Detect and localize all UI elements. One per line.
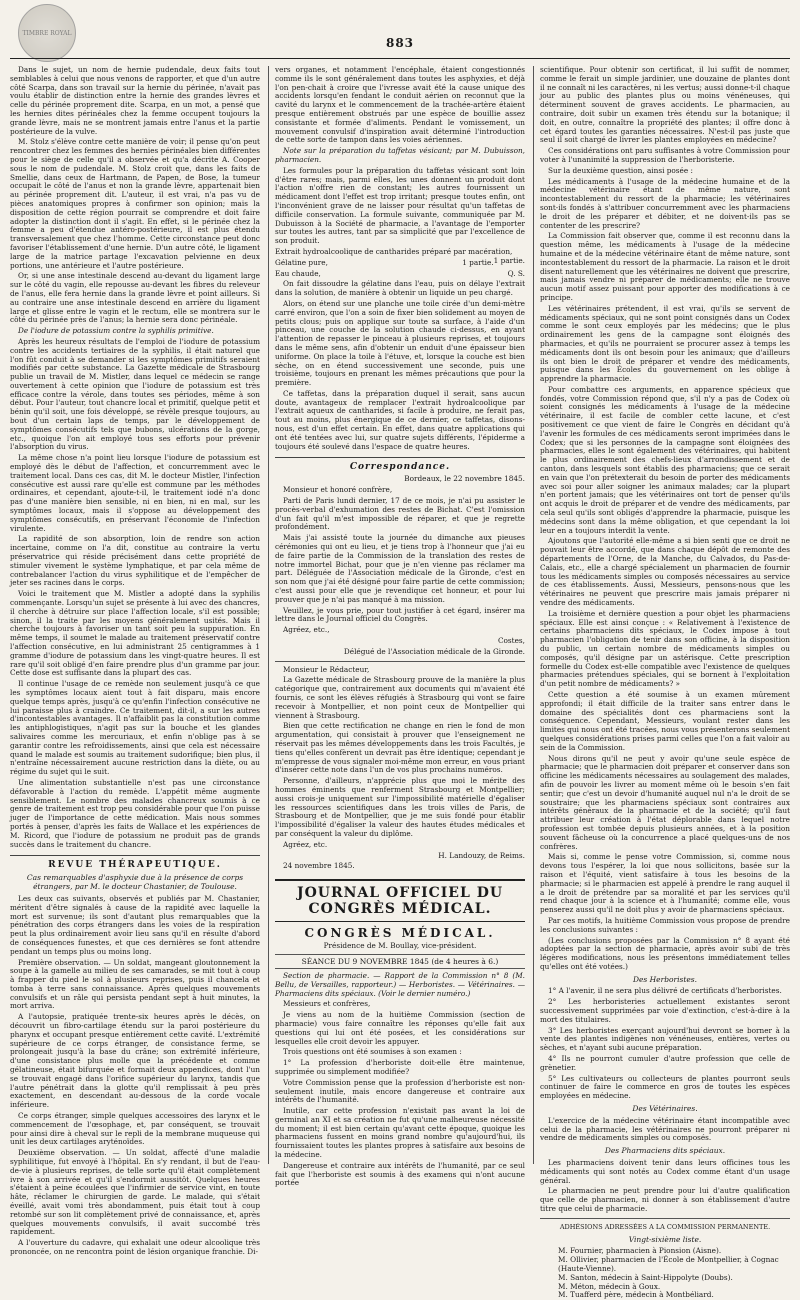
paragraph: L'exercice de la médecine vétérinaire étant incompatible avec celui de la pharmacie, les vétérinaires ne pourront préparer ni vendre de médicaments simples ou composés. [540, 1115, 790, 1143]
recipe-qty: Q. S. [507, 268, 525, 278]
paragraph: Ce corps étranger, simple quelques accessoires des larynx et le commencement de l'œsophage, et, par conséquent, se trouvait pour ainsi dire à cheval sur le repli de la membrane muqueuse qui unit les deux cartilages aryténoïdes. [10, 1111, 260, 1147]
paragraph: Mais si, comme le pense votre Commission, si, comme nous devons tous l'espérer, la loi que nous sollicitons, basée sur la raison et l'équité, vient satisfaire à tous les besoins de la pharmacie; si le pharmacien est appelé à prendre le rang auquel il a le droit de prétendre par sa moralité et par les services qu'il rend chaque jour à la science et à l'humanité; comme elle, vous penserez aussi qu'il ne doit plus y avoir de pharmaciens spéciaux. [540, 852, 790, 915]
adhesions-heading: ADHÉSIONS ADRESSÉES A LA COMMISSION PERMANENTE. [559, 1222, 771, 1231]
divider [275, 661, 525, 662]
list-item: 5° Les cultivateurs ou collecteurs de plantes pourront seuls continuer de faire le commerce en gros de toutes les espèces employées en médecine. [540, 1073, 790, 1101]
letter-date: 24 novembre 1845. [283, 861, 355, 871]
paragraph-obs2: Deuxième observation. — Un soldat, affecté d'une maladie syphilitique, fut envoyé à l'hôpital. En s'y rendant, il but de l'eau-de-vie à plusieurs reprises, de telle sorte qu'il était complètement ivre à son arrivée et qu'il s'endormit aussitôt. Quelques heures s'étaient à peine écoulées que l'infirmier de service vint, en toute hâte, réclamer le chirurgien de garde. Le malade, qui s'était éveillé, avait vomi très abondamment, puis était tout à coup retombé sur son lit complètement privé de connaissance, et, après quelques mouvements convulsifs, il avait succombé très rapidement. [10, 1148, 260, 1237]
paragraph: La troisième et dernière question a pour objet les pharmaciens spéciaux. Elle est ainsi conçue : « Relativement à l'existence de certains pharmaciens dits spéciaux, le Codex impose à tout pharmacien l'obligation de tenir dans son officine, à la disposition du public, un certain nombre de médicaments simples ou composés, qu'il désigne par un astérisque. Cette prescription formelle du Codex est-elle compatible avec l'existence de quelques pharmacies prétendues spéciales, qui se bornent à l'exploitation d'un petit nombre de médicaments? » [540, 608, 790, 689]
recipe-line [275, 255, 525, 268]
paragraph: Les vétérinaires prétendent, il est vrai, qu'ils se servent de médicaments spéciaux, qui ne sont point consignés dans un Codex comme le sont ceux employés par les médecins; que le plus ordinairement les gens de la campagne sont éloignés des pharmacies, et qu'ils ne pourraient se procurer assez à temps les médicaments dont ils ont besoin pour les animaux; que d'ailleurs ils ont bien le droit de préparer et vendre des médicaments, puisque dans les Écoles du gouvernement on les oblige à apprendre la pharmacie. [540, 303, 790, 384]
header-rule [10, 58, 790, 59]
recipe-item: Eau chaude, [275, 268, 321, 278]
recipe-line [275, 270, 525, 279]
paragraph: La rapidité de son absorption, loin de rendre son action incertaine, comme on l'a dit, constitue au contraire la vertu préservatrice qui réside précisément dans cette propriété de stimuler vivement le système lymphatique, et par cela même de contrebalancer l'action du virus syphilitique et de l'empêcher de jeter ses racines dans le corps. [10, 534, 260, 588]
paragraph: La même chose n'a point lieu lorsque l'iodure de potassium est employé dès le début de l'affection, et concurremment avec le traitement local. Dans ces cas, dit M. le docteur Mistler, l'infection consécutive est aussi rare qu'elle est commune par les méthodes ordinaires, et cependant, ajoute-t-il, le traitement iodé n'a donc pas d'une manière bien sensible, ni en bien, ni en mal, sur les symptômes locaux, mais il s'oppose au développement des symptômes consécutifs, en préservant l'économie de l'infection virulente. [10, 453, 260, 533]
dateline: Bordeaux, le 22 novembre 1845. [404, 474, 525, 484]
signature-title: Délégué de l'Association médicale de la Gironde. [343, 646, 525, 656]
adhesions-subheading: Vingt-sixième liste. [628, 1234, 702, 1244]
paragraph: Inutile, car cette profession n'existait pas avant la loi de germinal an XI et sa création ne fut qu'une malheureuse nécessité du moment; il est bien certain qu'avant cette époque, quoique les pharmaciens fussent en moins grand nombre qu'aujourd'hui, ils fournissaient toutes les plantes propres à satisfaire aux besoins de la médecine. [275, 1106, 525, 1160]
paragraph: La Gazette médicale de Strasbourg prouve de la manière la plus catégorique que, contrairement aux documents qui m'avaient été fournis, ce sont les élèves réfugiés à Strasbourg qui vont se faire recevoir à Montpellier, et non point ceux de Montpellier qui viennent à Strasbourg. [275, 675, 525, 720]
paragraph: Il continue l'usage de ce remède non seulement jusqu'à ce que les symptômes locaux aient tout à fait disparu, mais encore quelque temps après, jusqu'à ce qu'enfin l'infection consécutive ne lui paraisse plus à craindre. Ce traitement, dit-il, a sur les autres d'incontestables avantages. Il n'affaiblit pas la constitution comme les antiphlogistiques, n'agit pas sur la bouche et les glandes salivaires comme les mercuriaux, et enfin n'oblige pas à se garantir contre les refroidissements, ainsi que cela est nécessaire quand le malade est soumis au traitement sudorifique; bien plus, il n'entraîne nécessairement aucune restriction dans la diète, ou au régime du sujet qui le suit. [10, 679, 260, 777]
paragraph: (Les conclusions proposées par la Commission n° 8 ayant été adoptées par la section de pharmacie, après avoir subi de très légères modifications, nous les présentons immédiatement telles qu'elles ont été votées.) [540, 935, 790, 971]
paragraph: On fait dissoudre la gélatine dans l'eau, puis on délaye l'extrait dans la solution, de manière à obtenir un liquide un peu chargé. [275, 279, 525, 298]
subheading-pharmaciens-speciaux: Des Pharmaciens dits spéciaux. [604, 1146, 726, 1156]
list-item: M. Méton, médecin à Goux. [558, 1281, 661, 1291]
paragraph: Voici le traitement que M. Mistler a adopté dans la syphilis commençante. Lorsqu'un sujet se présente à lui avec des chancres, il cherche à détruire sur place l'affection locale, s'il est possible; sinon, il la traite par les moyens généralement usités. Mais il cherche toujours à favoriser un tant soit peu la suppuration. En même temps, il soumet le malade au traitement préservatif contre l'affection consécutive, en lui administrant 25 centigrammes à 1 gramme d'iodure de potassium dans les vingt-quatre heures. Il est rare qu'il soit obligé d'en faire prendre plus d'un gramme par jour. Cette dose est suffisante dans la plupart des cas. [10, 589, 260, 678]
paragraph: Je viens au nom de la huitième Commission (section de pharmacie) vous faire connaître les réponses qu'elle fait aux questions qui lui ont été posées, et les considérations sur lesquelles elle croit devoir les appuyer. [275, 1010, 525, 1046]
seal-text: TIMBRE ROYAL [22, 29, 72, 37]
article-title-asphyxie: Cas remarquables d'asphyxie due à la présence de corps étrangers, par M. le docteur Chastanier, de Toulouse. [26, 873, 244, 892]
seance-line: SÉANCE DU 9 NOVEMBRE 1845 (de 4 heures à 6.) [275, 954, 525, 969]
column-1 [10, 65, 260, 1256]
list-item: 4° Ils ne pourront cumuler d'autre profession que celle de grènetier. [540, 1054, 790, 1072]
three-columns [10, 65, 790, 1300]
article-title-taffetas: Note sur la préparation du taffetas vésicant; par M. Dubuisson, pharmacien. [275, 146, 525, 164]
section-heading-correspondance: Correspondance. [275, 457, 525, 472]
signature-name: H. Landouzy, de Reims. [438, 850, 525, 860]
paragraph: Les médicaments à l'usage de la médecine humaine et de la médecine vétérinaire étant de même nature, sont incontestablement du ressort de la pharmacie; les vétérinaires sont-ils fondés à s'attribuer concurremment avec les pharmaciens le droit de les préparer et débiter, et ne doivent-ils pas se contenter de les prescrire? [540, 176, 790, 230]
paragraph: Parti de Paris lundi dernier, 17 de ce mois, je n'ai pu assister le procès-verbal d'exhumation des restes de Bichat. C'est l'omission d'un fait qu'il m'est impossible de réparer, et que je regrette profondément. [275, 496, 525, 532]
paragraph: La Commission fait observer que, comme il est reconnu dans la question même, les médicaments à l'usage de la médecine humaine et de la médecine vétérinaire étant de même nature, sont incontestablement du ressort de la pharmacie. La raison et le droit disent naturellement que les vétérinaires ne doivent que prescrire, mais jamais vendre ni préparer de médicaments; elle ne trouve aucun motif assez puissant pour apporter des modifications à ce principe. [540, 231, 790, 302]
adhesions-list [540, 1247, 790, 1300]
section-heading-revue: REVUE THÉRAPEUTIQUE. [10, 855, 260, 870]
paragraph: Trois questions ont été soumises à son examen : [283, 1047, 462, 1057]
list-item: M. Fournier, pharmacien à Pionsion (Aisne). [558, 1246, 722, 1256]
list-item: M. Ollivier, pharmacien de l'École de Montpellier, à Cognac (Haute-Vienne). [558, 1255, 779, 1273]
paragraph: Le pharmacien ne peut prendre pour lui d'autre qualification que celle de pharmacien, ni donner à son établissement d'autre titre que celui de pharmacie. [540, 1186, 790, 1214]
recipe-qty: 1 partie. [493, 255, 525, 265]
paragraph: Les pharmaciens doivent tenir dans leurs officines tous les médicaments qui sont notés au Codex comme étant d'un usage général. [540, 1158, 790, 1185]
ordre-du-jour: Section de pharmacie. — Rapport de la Commission n° 8 (M. Bellu, de Versailles, rapporteur.) — Herboristes. — Vétérinaires. — Pharmaciens dits spéciaux. (Voir le dernier numéro.) [275, 970, 525, 998]
list-item: M. Santon, médecin à Saint-Hippolyte (Doubs). [558, 1272, 733, 1282]
paragraph: Ajoutons que l'autorité elle-même a si bien senti que ce droit ne pouvait leur être accordé, que dans chaque dépôt de remonte des départements de l'Orne, de la Manche, du Calvados, du Pas-de-Calais, etc., elle a chargé spécialement un pharmacien de fournir tous les médicaments simples ou composés nécessaires au service de ces établissements. Aussi, Messieurs, pensons-nous que les vétérinaires ne peuvent que prescrire mais jamais préparer ni vendre des médicaments. [540, 536, 790, 608]
salutation: Monsieur et honoré confrère, [283, 485, 393, 495]
closing: Agréez, etc., [283, 625, 330, 635]
paragraph: scientifique. Pour obtenir son certificat, il lui suffit de nommer, comme le ferait un simple jardinier, une douzaine de plantes dont il ne connaît ni les caractères, ni les vertus; aussi donne-t-il chaque jour au public des plantes plus ou moins vénéneuses, qui déterminent souvent de graves accidents. Le pharmacien, au contraire, doit subir un examen très étendu sur la botanique; il doit, en outre, connaître la propriété des plantes; il offre donc à cet égard toutes les garanties nécessaires. N'est-il pas juste que seul il soit chargé de livrer les plantes employées en médecine? [540, 65, 790, 145]
list-item: 3° Les herboristes exerçant aujourd'hui devront se borner à la vente des plantes indigènes non vénéneuses, entières, vertes ou sèches, et n'ayant subi aucune préparation. [540, 1025, 790, 1053]
paragraph: Les formules pour la préparation du taffetas vésicant sont loin d'être rares; mais, parmi elles, les unes donnent un produit dont l'action n'offre rien de constant; les autres fournissent un médicament dont l'effet est trop irritant; presque toutes enfin, ont l'inconvénient grave de ne laisser pour résultat qu'un taffetas de difficile conservation. La formule suivante, communiquée par M. Dubuisson à la Société de pharmacie, a l'avantage de l'emporter sur toutes les autres, tant par sa simplicité que par l'excellence de son produit. [275, 165, 525, 246]
presidence-line: Présidence de M. Boullay, vice-président. [323, 941, 477, 951]
paragraph: Ce taffetas, dans la préparation duquel il serait, sans aucun doute, avantageux de remplacer l'extrait hydroalcoolique par l'extrait aqueux de cantharides, si facile à produire, ne ferait pas, tout au moins, plus énergique de ce dernier, ce taffetas, disons-nous, est d'un effet certain. En effet, dans quatre applications qui ont été tentées avec lui, sur quatre sujets différents, l'épiderme a toujours été soulevé dans l'espace de quatre heures. [275, 388, 525, 451]
paragraph: Dans le sujet, un nom de hernie pudendale, deux faits tout semblables à celui que nous venons de rapporter, et que d'un autre côté Scarpa, dans son travail sur la hernie du périnée, n'avait pas voulu établir de distinction entre la hernie des grandes lèvres et celle du périnée proprement dite. Scarpa, en un mot, a pensé que les hernies dites périnéales chez la femme occupent toujours la grande lèvre, mais ne se montrent jamais entre l'anus et la partie postérieure de la vulve. [10, 65, 260, 136]
subheading-herboristes: Des Herboristes. [632, 974, 698, 984]
paragraph: Bien que cette rectification ne change en rien le fond de mon argumentation, qui consistait à prouver que l'enseignement ne réservait pas les mêmes développements dans les trois Facultés, je tiens qu'elles confèrent un devrait pas être identique; cependant je m'empresse de vous signaler moi-même mon erreur, en vous priant d'insérer cette note dans l'un de vos plus prochains numéros. [275, 721, 525, 775]
paragraph: Les deux cas suivants, observés et publiés par M. Chastanier, méritent d'être signalés à cause de la rapidité avec laquelle la mort est survenue; ils sont d'autant plus remarquables que la pénétration des corps étrangers dans les voies de la respiration peut la plus ordinairement avoir lieu sans qu'il en résulte d'abord de conséquences funestes, et que ces dernières se font attendre pendant un temps plus ou moins long. [10, 893, 260, 956]
salutation: Monsieur le Rédacteur, [283, 664, 370, 674]
paragraph: vers organes, et notamment l'encéphale, étaient congestionnés comme ils le sont généralement dans toutes les asphyxies, et déjà l'on pen-chait à croire que l'ivresse avait été la cause unique des accidents lorsqu'en fendant le conduit aérien on reconnut que la cavité du larynx et le commencement de la trachée-artère étaient presque entièrement obstrués par une espèce de bouillie assez consistante et formée d'aliments. Pendant le vomissement, un mouvement convulsif d'inspiration avait déterminé l'introduction de cette sorte de tampon dans les voies aériennes. [275, 65, 525, 145]
paragraph: M. Stolz s'élève contre cette manière de voir; il pense qu'on peut rencontrer chez les femmes des hernies périnéales bien différentes pour le siège de celle qu'il a observée et qu'a décrite A. Cooper sous le nom de pudendale. M. Stolz croit que, dans les faits de Smellie, dans ceux de Hartmann, de Papen, de Bose, la tumeur occupait le côté de l'anus et non la grande lèvre, appartenait bien au périnée proprement dit. L'auteur, il est vrai, n'a pas vu de pièces anatomiques propres à confirmer son opinion; mais la disposition de cette région pourrait se comprendre et doit faire adopter la distinction dont il s'agit. En effet, si le périnée chez la femme a peu d'étendue antéro-postérieure, il est plus étendu transversalement que chez l'homme. Cette circonstance peut donc favoriser l'établissement d'une hernie. D'un autre côté, le ligament large de la matrice partage l'excavation pelvienne en deux portions, une antérieure et l'autre postérieure. [10, 137, 260, 270]
paragraph: Votre Commission pense que la profession d'herboriste est non-seulement inutile, mais encore dangereuse et contraire aux intérêts de l'humanité. [275, 1077, 525, 1105]
paragraph: Pour combattre ces arguments, en apparence spécieux que fondés, votre Commission répond que, s'il n'y a pas de Codex où soient consignés les médicaments à l'usage de la médecine vétérinaire, il est facile de combler cette lacune, et c'est positivement ce que vient de faire le Congrès en décidant qu'à l'avenir les formules de ces médicaments seront imprimées dans le Codex; que si les personnes de la campagne sont éloignées des pharmacies, elles le sont également des vétérinaires, qui habitent le plus ordinairement des chefs-lieux d'arrondissement et de canton, dans lesquels sont établis des pharmaciens; que ce serait en vain que l'on prétexterait du besoin de porter des médicaments avec soi pour aller soigner les animaux malades; car la plupart n'en portent jamais; que les vétérinaires ont tort de penser qu'ils ont acquis le droit de préparer et de vendre des médicaments, par cela seul qu'ils sont obligés d'apprendre la pharmacie, puisque les médecins sont dans la même obligation, et que cependant la loi leur en a toujours interdit la vente. [540, 384, 790, 535]
salutation: Messieurs et confrères, [283, 999, 371, 1009]
paragraph: Mais j'ai assisté toute la journée du dimanche aux pieuses cérémonies qui ont eu lieu, et je tiens trop à l'honneur que j'ai eu de faire partie de la Commission de la translation des restes de notre immortel Bichat, pour que je n'en vienne pas réclamer ma part. Déléguée de l'Association médicale de la Gironde, c'est en son nom que j'ai été désigné pour faire partie de cette commission; c'est aussi pour elle que je revendique cet honneur, et pour lui prouver que je n'ai pas manqué à ma mission. [275, 533, 525, 604]
signature-name: Costes, [497, 636, 525, 646]
paragraph: Une alimentation substantielle n'est pas une circonstance défavorable à l'action du remède. L'appétit même augmente sensiblement. Le nombre des malades chancreux soumis à ce genre de traitement est trop peu considérable pour que l'on puisse juger de l'importance de cette médication. Mais nous sommes portés à penser, d'après les faits de Wallace et les expériences de M. Ricord, que l'iodure de potassium ne produit pas de grands succès dans le traitement du chancre. [10, 777, 260, 849]
paragraph: Alors, on étend sur une planche une toile cirée d'un demi-mètre carré environ, que l'on a soin de fixer bien solidement au moyen de petits clous; puis on applique sur toute sa surface, à l'aide d'un pinceau, une couche de la solution chaude ci-dessus, en ayant l'attention de repasser le pinceau à plusieurs reprises, et toujours dans le même sens, afin d'obtenir un enduit d'une épaisseur bien uniforme. On place la toile à l'étuve, et, lorsque la couche est bien sèche, on en étend successivement une seconde, puis une troisième, toujours en prenant les mêmes précautions que pour la première. [275, 298, 525, 388]
divider [540, 1218, 790, 1219]
question: Sur la deuxième question, ainsi posée : [548, 165, 693, 175]
paragraph: A l'ouverture du cadavre, qui exhalait une odeur alcoolique très prononcée, on ne rencontra point de lésion organique franchie. Di- [10, 1238, 260, 1256]
paragraph: A l'autopsie, pratiquée trente-six heures après le décès, on découvrit un fibro-cartilage étendu sur la paroi postérieure du pharynx et occupant presque entièrement cette cavité. L'extrémité supérieure de ce corps étranger, de consistance ferme, se prolongeait jusqu'à la base du crâne; son extrémité inférieure, d'une consistance plus molle que la précédente et comme gélatineuse, était bifurquée et formait deux appendices, dont l'un se trouvait engagé dans l'orifice supérieur du larynx, tandis que l'autre pénétrait dans la glotte qu'il remplissait à peu près exactement, en descendant au-dessous de la corde vocale inférieure. [10, 1012, 260, 1110]
recipe-qty: 1 partie. [462, 257, 494, 267]
paragraph: Par ces motifs, la huitième Commission vous propose de prendre les conclusions suivantes : [540, 915, 790, 934]
paragraph: Nous dirons qu'il ne peut y avoir qu'une seule espèce de pharmacie; que le pharmacien doit préparer et conserver dans son officine les médicaments nécessaires au soulagement des malades, afin de pouvoir les livrer au moment même où le besoin s'en fait sentir; que c'est un devoir d'humanité auquel nul n'a le droit de se soustraire; que les pharmaciens spéciaux sont contraires aux intérêts généraux de la pharmacie et de la société; qu'il faut attribuer leur création à l'état déplorable dans lequel notre profession est tombée depuis plusieurs années, et à la position souvent fâcheuse où la concurrence a placé quelques-uns de nos confrères. [540, 753, 790, 851]
recipe-list [275, 248, 525, 278]
column-2 [268, 65, 525, 1188]
paragraph: Après les heureux résultats de l'emploi de l'iodure de potassium contre les accidents tertiaires de la syphilis, il était naturel que l'on fût conduit à se demander si les symptômes primitifs seraient modifiés par cette substance. La Gazette médicale de Strasbourg publie un travail de M. Mistler, dans lequel ce médecin se range ouvertement à cette opinion que l'iodure de potassium est très efficace contre la vérole, dans toutes ses périodes, même à son début. Pour l'auteur, tout chancre local et primitif, quelque petit et bénin qu'il soit, une fois développé, se révèle presque toujours, au bout d'un certain laps de temps, par le développement de symptômes consécutifs tels que bubons, ulcérations de la gorge, etc., quoique l'on ait employé tous ses efforts pour prévenir l'absorption du virus. [10, 336, 260, 452]
list-item: 2° Les herboristeries actuellement existantes seront successivement supprimées par voie d'extinction, c'est-à-dire à la mort des titulaires. [540, 997, 790, 1024]
paragraph: Veuillez, je vous prie, pour tout justifier à cet égard, insérer ma lettre dans le Journal officiel du Congrès. [275, 605, 525, 624]
subheading-veterinaires: Des Vétérinaires. [632, 1104, 698, 1114]
column-3 [533, 65, 790, 1300]
recipe-item: Gélatine pure, [275, 257, 328, 267]
paragraph: Cette question a été soumise à un examen mûrement approfondi; il était difficile de la traiter sans entrer dans le domaine des spécialités dont ces pharmaciens sont la conséquence. Cependant, Messieurs, voulant rester dans les limites qui nous ont été tracées, nous vous présenterons seulement quelques considérations prises parmi celles que l'on a fait valoir au sein de la Commission. [540, 689, 790, 752]
paragraph: Personne, d'ailleurs, n'apprécie plus que moi le mérite des hommes éminents que renferment Strasbourg et Montpellier; aussi crois-je uniquement sur l'impossibilité matérielle d'égaliser les ressources scientifiques dans les trois villes de Paris, de Strasbourg et de Montpellier, que je me suis fondé pour établir l'impossibilité d'égaliser la valeur des hautes études médicales et par conséquent la valeur du diplôme. [275, 776, 525, 838]
article-title-iodure: De l'iodure de potassium contre la syphilis primitive. [18, 326, 214, 336]
question: 1° La profession d'herboriste doit-elle être maintenue, supprimée ou simplement modifiée? [275, 1058, 525, 1076]
page-number: 883 [385, 36, 415, 50]
recipe-item: Extrait hydroalcoolique de cantharides préparé par macération, [275, 246, 513, 256]
journal-title: JOURNAL OFFICIEL DU CONGRÈS MÉDICAL. [275, 879, 525, 922]
paragraph: Ces considérations ont paru suffisantes à votre Commission pour voter à l'unanimité la suppression de l'herboristerie. [540, 146, 790, 164]
paragraph: Or, si une anse intestinale descend au-devant du ligament large sur le côté du vagin, elle repousse au-devant les fibres du releveur de l'anus, elle fera hernie dans la grande lèvre et point ailleurs. Si au contraire une anse intestinale descend en arrière du ligament large et glisse entre le vagin et le rectum, elle se montrera sur le côté du périnée près de l'anus; la hernie sera donc périnéale. [10, 271, 260, 325]
paragraph: Dangereuse et contraire aux intérêts de l'humanité, par ce seul fait que l'herboriste est soumis à des examens qui n'ont aucune portée [275, 1160, 525, 1188]
closing: Agréez, etc. [283, 839, 328, 849]
royal-stamp-seal [18, 4, 76, 62]
list-item: M. Tuafferd père, médecin à Montbéliard. [558, 1290, 714, 1300]
congres-title: CONGRÈS MÉDICAL. [304, 926, 496, 941]
paragraph-obs1: Première observation. — Un soldat, mangeant gloutonnement la soupe à la gamelle au milieu de ses camarades, se mit tout à coup à frapper du pied le sol à plusieurs reprises, puis il chancela et tomba à terre sans connaissance. Après quelques mouvements convulsifs et un râle qui persista pendant sept à huit minutes, la mort arriva. [10, 957, 260, 1011]
list-item: 1° A l'avenir, il ne sera plus délivré de certificats d'herboristes. [548, 986, 782, 996]
